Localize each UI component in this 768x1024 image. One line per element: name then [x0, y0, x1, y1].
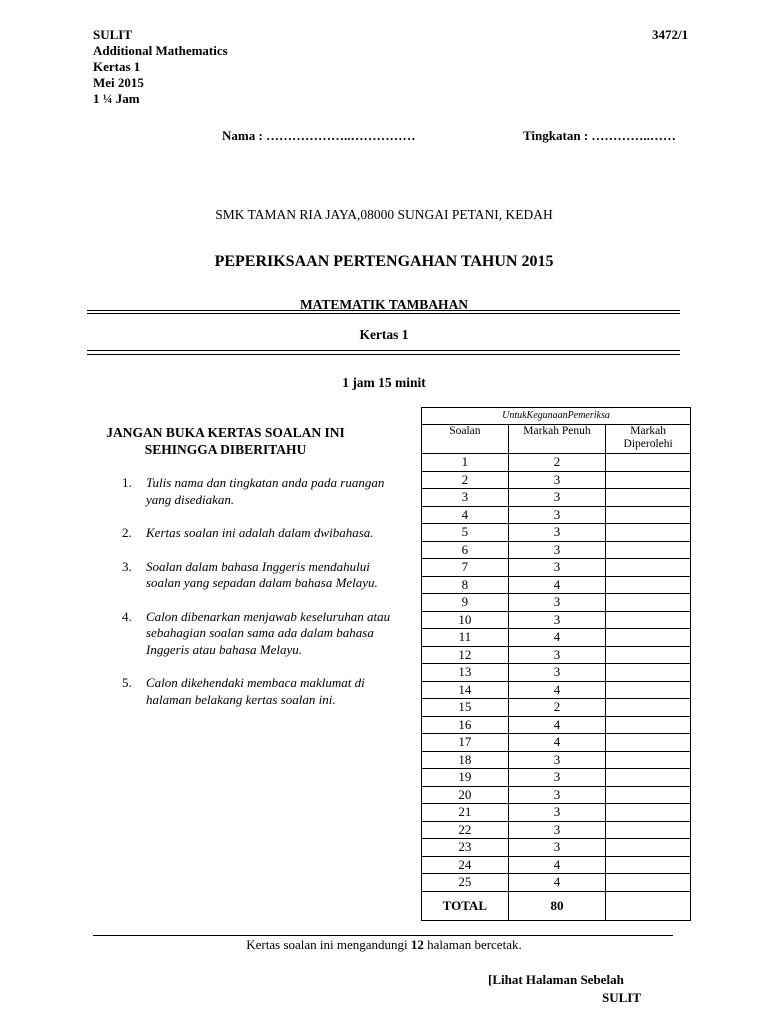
- question-number: 2: [422, 471, 509, 489]
- table-row: [422, 646, 691, 664]
- table-row: [422, 681, 691, 699]
- question-number: 16: [422, 716, 509, 734]
- question-number: 15: [422, 699, 509, 717]
- total-obtained-cell: [606, 891, 691, 920]
- obtained-marks-cell: [606, 524, 691, 542]
- instruction-text: Tulis nama dan tingkatan anda pada ruangan yang disediakan.: [146, 475, 385, 507]
- instruction-item: [122, 559, 392, 592]
- full-marks: 4: [508, 716, 606, 734]
- obtained-marks-cell: [606, 716, 691, 734]
- table-row: [422, 734, 691, 752]
- duration-label: 1 ¼ Jam: [93, 91, 140, 106]
- table-row: [422, 611, 691, 629]
- obtained-marks-cell: [606, 646, 691, 664]
- full-marks: 2: [508, 699, 606, 717]
- examiner-marks-table: [421, 407, 691, 921]
- table-row: [422, 839, 691, 857]
- exam-time: 1 jam 15 minit: [342, 375, 426, 390]
- subject-title: MATEMATIK TAMBAHAN: [299, 297, 469, 312]
- page-count-note: [0, 937, 768, 953]
- obtained-marks-cell: [606, 454, 691, 472]
- table-row: [422, 506, 691, 524]
- full-marks: 3: [508, 541, 606, 559]
- question-number: 6: [422, 541, 509, 559]
- obtained-marks-cell: [606, 769, 691, 787]
- question-number: 8: [422, 576, 509, 594]
- paper-label: Kertas 1: [93, 59, 141, 74]
- obtained-marks-cell: [606, 629, 691, 647]
- question-number: 7: [422, 559, 509, 577]
- table-row: [422, 856, 691, 874]
- table-row: [422, 576, 691, 594]
- question-number: 14: [422, 681, 509, 699]
- obtained-marks-cell: [606, 856, 691, 874]
- instruction-text: Calon dibenarkan menjawab keseluruhan atau sebahagian soalan sama ada dalam bahasa Inggeris atau bahasa Melayu.: [146, 608, 391, 657]
- full-marks: 3: [508, 559, 606, 577]
- full-marks: 4: [508, 576, 606, 594]
- table-row: [422, 874, 691, 892]
- table-row: [422, 471, 691, 489]
- obtained-marks-cell: [606, 734, 691, 752]
- instruction-text: Soalan dalam bahasa Inggeris mendahului soalan yang sepadan dalam bahasa Melayu.: [146, 558, 378, 590]
- instruction-item: [122, 675, 392, 708]
- warning-heading: JANGAN BUKA KERTAS SOALAN INI SEHINGGA DIBERITAHU: [106, 425, 345, 457]
- full-marks: 3: [508, 751, 606, 769]
- column-header-full-marks: Markah Penuh: [508, 425, 606, 454]
- full-marks: 3: [508, 611, 606, 629]
- obtained-marks-cell: [606, 489, 691, 507]
- full-marks: 3: [508, 594, 606, 612]
- instruction-number: 3.: [122, 558, 132, 574]
- full-marks: 3: [508, 524, 606, 542]
- column-header-obtained-marks: Markah Diperolehi: [606, 425, 691, 454]
- obtained-marks-cell: [606, 611, 691, 629]
- question-number: 21: [422, 804, 509, 822]
- obtained-marks-cell: [606, 874, 691, 892]
- obtained-marks-cell: [606, 576, 691, 594]
- question-number: 5: [422, 524, 509, 542]
- instruction-number: 5.: [122, 675, 132, 690]
- full-marks: 3: [508, 839, 606, 857]
- table-row: [422, 629, 691, 647]
- form-field: Tingkatan : …………..……: [523, 128, 676, 143]
- name-field: Nama : ………………..……………: [222, 128, 416, 143]
- full-marks: 3: [508, 821, 606, 839]
- table-row: [422, 524, 691, 542]
- obtained-marks-cell: [606, 786, 691, 804]
- total-label: TOTAL: [422, 891, 509, 920]
- obtained-marks-cell: [606, 699, 691, 717]
- table-row: [422, 699, 691, 717]
- paper-code: 3472/1: [652, 27, 689, 42]
- instruction-number: 2.: [122, 525, 132, 540]
- table-row: [422, 454, 691, 472]
- divider: [87, 354, 680, 355]
- instruction-text: Calon dikehendaki membaca maklumat di halaman belakang kertas soalan ini.: [146, 675, 365, 707]
- obtained-marks-cell: [606, 664, 691, 682]
- instruction-number: 4.: [122, 608, 132, 624]
- full-marks: 3: [508, 646, 606, 664]
- question-number: 3: [422, 489, 509, 507]
- obtained-marks-cell: [606, 821, 691, 839]
- table-row: [422, 664, 691, 682]
- question-number: 10: [422, 611, 509, 629]
- obtained-marks-cell: [606, 471, 691, 489]
- question-number: 11: [422, 629, 509, 647]
- question-number: 12: [422, 646, 509, 664]
- obtained-marks-cell: [606, 594, 691, 612]
- question-number: 20: [422, 786, 509, 804]
- full-marks: 4: [508, 856, 606, 874]
- table-row: [422, 804, 691, 822]
- table-row: [422, 594, 691, 612]
- obtained-marks-cell: [606, 751, 691, 769]
- page-count-prefix: Kertas soalan ini mengandungi: [246, 937, 411, 952]
- table-row: [422, 716, 691, 734]
- page-count-suffix: halaman bercetak.: [423, 937, 522, 952]
- question-number: 25: [422, 874, 509, 892]
- instruction-item: [122, 609, 392, 659]
- table-row: [422, 489, 691, 507]
- total-row: [422, 891, 691, 920]
- classification-label: SULIT: [93, 27, 133, 42]
- instruction-number: 1.: [122, 475, 132, 490]
- instruction-item: [122, 475, 392, 508]
- question-number: 4: [422, 506, 509, 524]
- full-marks: 4: [508, 629, 606, 647]
- question-number: 1: [422, 454, 509, 472]
- total-value: 80: [508, 891, 606, 920]
- subject-label: Additional Mathematics: [93, 43, 228, 58]
- footer-classification: SULIT: [602, 990, 642, 1005]
- header-block: [93, 27, 228, 107]
- question-number: 22: [422, 821, 509, 839]
- divider: [87, 350, 680, 351]
- page-count-number: 12: [410, 937, 424, 952]
- full-marks: 3: [508, 489, 606, 507]
- full-marks: 3: [508, 804, 606, 822]
- obtained-marks-cell: [606, 804, 691, 822]
- exam-title: PEPERIKSAAN PERTENGAHAN TAHUN 2015: [214, 253, 554, 270]
- question-number: 9: [422, 594, 509, 612]
- date-label: Mei 2015: [93, 75, 144, 90]
- footer-divider: [93, 935, 673, 936]
- question-number: 19: [422, 769, 509, 787]
- full-marks: 3: [508, 769, 606, 787]
- instruction-text: Kertas soalan ini adalah dalam dwibahasa.: [146, 525, 374, 540]
- obtained-marks-cell: [606, 681, 691, 699]
- obtained-marks-cell: [606, 559, 691, 577]
- full-marks: 4: [508, 681, 606, 699]
- full-marks: 4: [508, 874, 606, 892]
- column-header-question: Soalan: [422, 425, 509, 454]
- obtained-marks-cell: [606, 541, 691, 559]
- table-row: [422, 821, 691, 839]
- instruction-item: [122, 525, 392, 542]
- divider: [87, 313, 680, 314]
- instructions-list: [122, 475, 392, 725]
- question-number: 17: [422, 734, 509, 752]
- school-name: SMK TAMAN RIA JAYA,08000 SUNGAI PETANI, KEDAH: [215, 207, 553, 222]
- full-marks: 3: [508, 506, 606, 524]
- full-marks: 3: [508, 786, 606, 804]
- question-number: 24: [422, 856, 509, 874]
- full-marks: 4: [508, 734, 606, 752]
- full-marks: 3: [508, 664, 606, 682]
- table-row: [422, 769, 691, 787]
- table-row: [422, 541, 691, 559]
- full-marks: 2: [508, 454, 606, 472]
- table-row: [422, 786, 691, 804]
- question-number: 23: [422, 839, 509, 857]
- full-marks: 3: [508, 471, 606, 489]
- question-number: 18: [422, 751, 509, 769]
- table-caption: UntukKegunaanPemeriksa: [422, 408, 691, 425]
- next-page-note: [Lihat Halaman Sebelah: [488, 972, 624, 987]
- obtained-marks-cell: [606, 506, 691, 524]
- paper-title: Kertas 1: [359, 327, 409, 342]
- table-row: [422, 751, 691, 769]
- obtained-marks-cell: [606, 839, 691, 857]
- table-row: [422, 559, 691, 577]
- question-number: 13: [422, 664, 509, 682]
